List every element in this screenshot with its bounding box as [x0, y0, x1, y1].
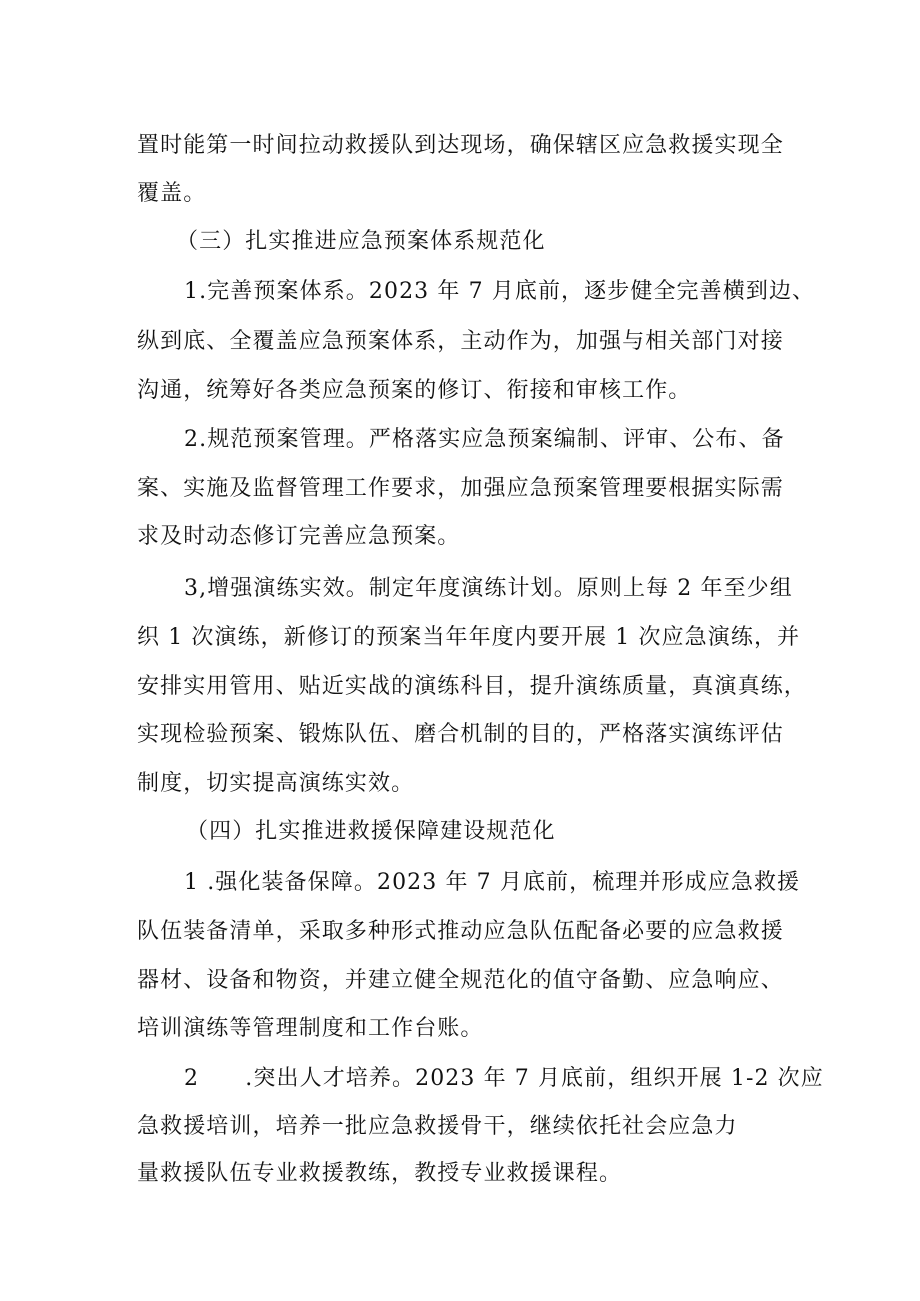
- text-line: 1 .强化装备保障。2023 年 7 月底前，梳理并形成应急救援: [184, 870, 801, 895]
- text-line: 案、实施及监督管理工作要求，加强应急预案管理要根据实际需: [137, 476, 784, 501]
- section-heading-4: （四）扎实推进救援保障建设规范化: [186, 819, 556, 844]
- text-line: 织 1 次演练，新修订的预案当年年度内要开展 1 次应急演练，并: [137, 625, 801, 650]
- text-line: 求及时动态修订完善应急预案。: [137, 524, 461, 549]
- text-line: 培训演练等管理制度和工作台账。: [137, 1016, 484, 1041]
- text-line: 实现检验预案、锻炼队伍、磨合机制的目的，严格落实演练评估: [137, 722, 784, 747]
- text-line: 2.规范预案管理。严格落实应急预案编制、评审、公布、备: [184, 427, 785, 452]
- text-line: 3,增强演练实效。制定年度演练计划。原则上每 2 年至少组: [184, 576, 793, 601]
- text-line: 器材、设备和物资，并建立健全规范化的值守备勤、应急响应、: [137, 968, 784, 993]
- text-line: 队伍装备清单，采取多种形式推动应急队伍配备必要的应急救援: [137, 919, 784, 944]
- text-line: 制度，切实提高演练实效。: [137, 771, 415, 796]
- text-line: 1.完善预案体系。2023 年 7 月底前，逐步健全完善横到边、: [184, 279, 816, 304]
- text-line: 覆盖。: [137, 181, 207, 206]
- text-line: 2 .突出人才培养。2023 年 7 月底前，组织开展 1-2 次应: [184, 1066, 824, 1091]
- text-line: 安排实用管用、贴近实战的演练科目，提升演练质量，真演真练，: [137, 674, 807, 699]
- text-line: 置时能第一时间拉动救援队到达现场，确保辖区应急救援实现全: [137, 133, 784, 158]
- text-line: 沟通，统筹好各类应急预案的修订、衔接和审核工作。: [137, 378, 692, 403]
- text-line: 量救援队伍专业救援教练，教授专业救援课程。: [137, 1161, 623, 1186]
- section-heading-3: （三）扎实推进应急预案体系规范化: [176, 229, 546, 254]
- text-line: 纵到底、全覆盖应急预案体系，主动作为，加强与相关部门对接: [137, 329, 784, 354]
- text-line: 急救援培训，培养一批应急救援骨干，继续依托社会应急力: [137, 1114, 738, 1139]
